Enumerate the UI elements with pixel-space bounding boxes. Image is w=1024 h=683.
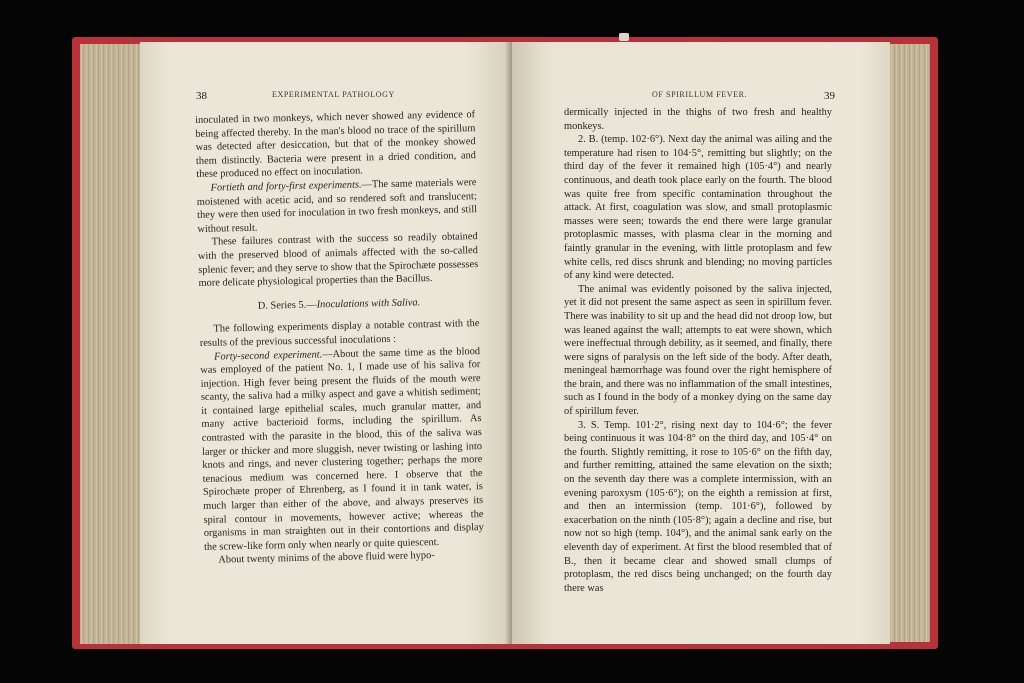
page-tab (619, 33, 629, 41)
paragraph: 3. S. Temp. 101·2°, rising next day to 104·6°; the fever being continuous it was 104·8° on the third day, and 105·4° on the fourth. Slightly remitting, it rose to 105·6° on the fifth day, and further remitting, attained the same elevation on the sixth; on the seventh day there was a complete intermission, with an evening paroxysm (105·6°); on the eighth a remission at first, and then an intermission (temp. 101·6°), followed by exacerbation on the ninth (105·8°); again a decline and rise, but now not so high (temp. 104°), and the animal sank early on the eleventh day of experiment. At first the blood resembled that of B., then it became clear and showed small clumps of protoplasm, the red discs being unchanged; on the fourth day there was (564, 419, 832, 594)
running-header: OF SPIRILLUM FEVER. (652, 90, 748, 99)
section-series: Series 5.— (270, 299, 317, 312)
page-edges-right (888, 44, 930, 642)
page-edges-left (80, 44, 144, 644)
paragraph: These failures contrast with the success so readily obtained with the preserved blood of animals affected with the so-called splenic fever; and they serve to show that the Spirochæte possesses more delicate physiological properties than the Bacillus. (197, 231, 479, 290)
running-header: EXPERIMENTAL PATHOLOGY (272, 90, 395, 99)
right-page (512, 42, 890, 644)
page-number: 38 (196, 90, 207, 102)
paragraph (200, 345, 484, 555)
paragraph: About twenty minims of the above fluid were hypo- (218, 550, 435, 567)
section-title-italic: Inoculations with Saliva. (316, 297, 421, 311)
section-letter: D. (257, 300, 268, 312)
left-body-text (195, 108, 484, 568)
paragraph: 2. B. (temp. 102·6°). Next day the animal was ailing and the temperature had risen to 104·5°, remitting but slightly; on the third day of the fever it remained high (105·4°) and nearly continuous, and death took place early on the fourth. The blood was quite free from specific contamination throughout the attack. At first, coagulation was slow, and small protoplasmic masses were seen; towards the end there were large granular protoplasmic masses, with plasma clear in the morning and faintly granular in the evening, with little protoplasm and few white cells, red discs shrunk and blending; no moving particles of any kind were detected. (564, 134, 832, 282)
paragraph-text: —About the same time as the blood was employed of the patient No. 1, I made use of his saliva for injection. High fever being present the fluids of the mouth were scanty, the saliva had a milky aspect and gave a whitish sediment; it contained large epithelial scales, much granular matter, and many active bacterioid forms, including the spirillum. As contrasted with the parasite in the blood, this of the saliva was larger or thicker and more sluggish, never twisting or lashing into knots and rings, and never clustering together; perhaps the more tenacious medium was concerned here. I observe that the Spirochæte proper of Ehrenberg, as I found it in tank water, is much larger than either of the above, and always preserves its spiral contour in movements, however active; whereas the organisms in man straighten out in their contortions and display the screw-like form only when nearly or quite quiescent. (200, 345, 484, 553)
italic-lead: Fortieth and forty-first experiments. (210, 179, 362, 194)
paragraph: The animal was evidently poisoned by the saliva injected, yet it did not present the same aspect as seen in spirillum fever. There was inability to sit up and the head did not droop low, but was leaned against the wall; attempts to eat were shown, which were ineffectual through debility, as it seemed, and finally, there were signs of paralysis on the left side of the body. After death, meningeal hæmorrhage was found over the right hemisphere of the brain, and there was no inflammation of the small intestines, such as I found in the body of a monkey dying on the same day of spirillum fever. (564, 283, 832, 418)
page-number: 39 (824, 90, 835, 102)
paragraph-text: —The same materials were moistened with acetic acid, and so rendered soft and translucent; they were then used for inoculation in two fresh monkeys, and still without result. (196, 177, 478, 235)
left-page (140, 42, 510, 644)
italic-lead: Forty-second experiment. (213, 348, 323, 363)
paragraph: inoculated in two monkeys, which never showed any evidence of being affected thereby. In the man's blood no trace of the spirillum was detected after desiccation, but that of the monkey showed them distinctly. Bacteria were present in a dried condition, and these produced no effect on inoculation. (195, 109, 477, 181)
paragraph (196, 176, 477, 236)
paragraph: The following experiments display a notable contrast with the results of the previous successful inoculations : (199, 318, 480, 349)
section-title (199, 295, 479, 314)
paragraph: dermically injected in the thighs of two fresh and healthy monkeys. (564, 107, 832, 132)
right-body-text (564, 106, 832, 595)
